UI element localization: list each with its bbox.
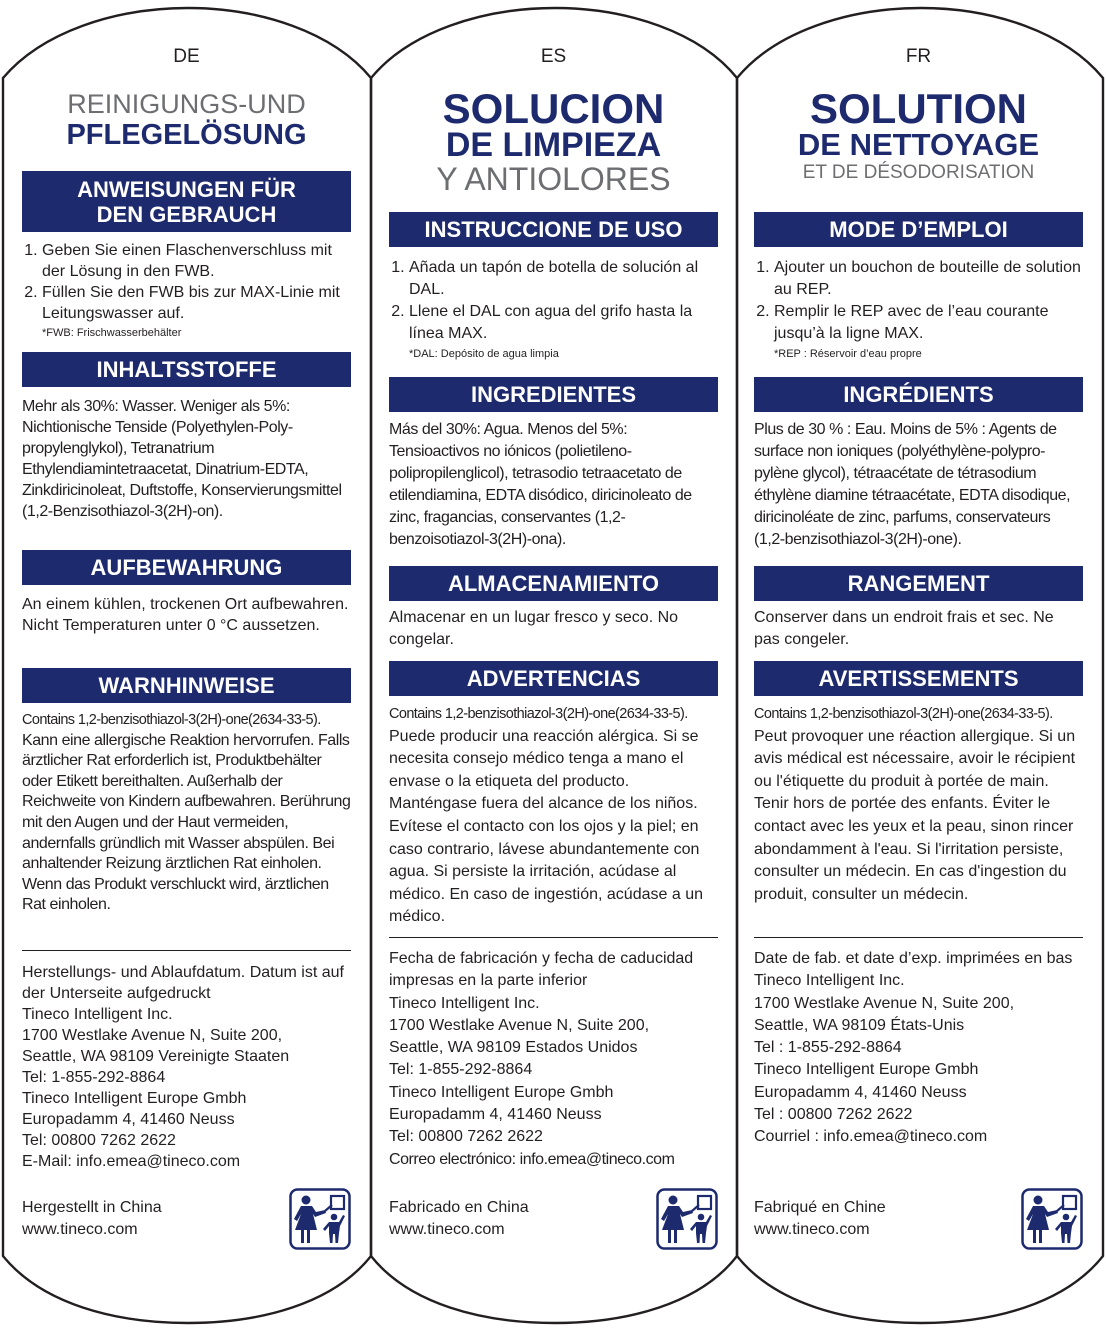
fr-company2: Tineco Intelligent Europe Gmbh: [754, 1061, 979, 1079]
es-contact: [389, 948, 718, 1171]
fr-column: [754, 0, 1083, 1330]
de-note: *FWB: Frischwasserbehälter: [42, 327, 182, 339]
de-step-2: 2. Füllen Sie den FWB bis zur MAX-Linie mit Leitungswasser auf.: [42, 282, 351, 324]
es-storage-text: Almacenar en un lugar fresco y seco. No congelar.: [389, 609, 679, 648]
fr-warnings: [754, 703, 1083, 906]
keep-away-from-children-icon: [656, 1188, 718, 1250]
de-ingredients-text: Mehr als 30%: Wasser. Weniger als 5%: Nichtionische Tenside (Polyethylen-Poly-propylenglykol), Tetranatrium Ethylendiamintetraacetat, Dinatrium-EDTA, Zinkdiricinoleat, Duftstoffe, Konservierungsmittel (1,2-Benzisothiazol-3(2H)-on).: [22, 398, 342, 520]
es-step-2: 2. Llene el DAL con agua del grifo hasta la línea MAX.: [409, 301, 718, 345]
de-contact: [22, 962, 351, 1172]
es-website: www.tineco.com: [389, 1221, 505, 1238]
es-warnings-first: Contains 1,2-benzisothiazol-3(2H)-one(2634-33-5).: [389, 706, 688, 722]
de-made-in: Hergestellt in China: [22, 1199, 162, 1216]
es-note: *DAL: Depósito de agua limpia: [409, 348, 559, 360]
fr-address1-line1: 1700 Westlake Avenue N, Suite 200,: [754, 994, 1015, 1012]
es-storage-heading: ALMACENAMIENTO: [389, 566, 718, 601]
es-instructions-heading: INSTRUCCIONE DE USO: [389, 212, 718, 247]
fr-tel2: Tel : 00800 7262 2622: [754, 1106, 913, 1124]
de-warnings-first: Contains 1,2-benzisothiazol-3(2H)-one(2634-33-5).: [22, 712, 321, 728]
es-address1-line2: Seattle, WA 98109 Estados Unidos: [389, 1039, 638, 1057]
de-address1-line1: 1700 Westlake Avenue N, Suite 200,: [22, 1027, 283, 1044]
es-footer: [389, 1197, 529, 1241]
fr-language-code: FR: [905, 46, 932, 67]
es-tel2: Tel: 00800 7262 2622: [389, 1128, 543, 1146]
es-instructions: [389, 257, 718, 361]
de-language-code: DE: [173, 46, 200, 67]
es-language-code: ES: [540, 46, 567, 67]
de-tel2: Tel: 00800 7262 2622: [22, 1132, 176, 1149]
fr-divider: [754, 937, 1083, 938]
de-tel1: Tel: 1-855-292-8864: [22, 1069, 166, 1086]
es-warnings: [389, 703, 718, 929]
de-company1: Tineco Intelligent Inc.: [22, 1006, 173, 1023]
fr-footer: [754, 1197, 886, 1241]
es-ingredients-text: Más del 30%: Agua. Menos del 5%: Tensioactivos no iónicos (polietileno-polipropilenglicol), tetrasodio tetraacetato de etilendiamina, EDTA disódico, diricinoleato de zinc, fragancias, conservantes (1,2-benzoisotiazol-3(2H)-ona).: [389, 421, 692, 548]
es-steps-list: [389, 257, 718, 345]
de-warnings-heading: WARNHINWEISE: [22, 668, 351, 703]
de-instructions: [22, 240, 351, 340]
fr-website: www.tineco.com: [754, 1221, 870, 1238]
es-address2: Europadamm 4, 41460 Neuss: [389, 1106, 602, 1124]
de-title-line2: PFLEGELÖSUNG: [66, 119, 307, 151]
es-made-in: Fabricado en China: [389, 1199, 529, 1216]
fr-step-1: 1. Ajouter un bouchon de bouteille de solution au REP.: [774, 257, 1083, 301]
es-title-line1: SOLUCION: [442, 85, 665, 132]
fr-company1: Tineco Intelligent Inc.: [754, 972, 905, 990]
fr-address2: Europadamm 4, 41460 Neuss: [754, 1083, 967, 1101]
de-title: [22, 91, 351, 150]
de-title-line1: REINIGUNGS-UND: [67, 89, 306, 119]
de-ingredients-heading: INHALTSSTOFFE: [22, 352, 351, 387]
es-ingredients-heading: INGREDIENTES: [389, 377, 718, 412]
es-date-note: Fecha de fabricación y fecha de caducidad impresas en la parte inferior: [389, 950, 694, 990]
fr-storage-text: Conserver dans un endroit frais et sec. Ne pas congeler.: [754, 609, 1054, 648]
de-storage-text: An einem kühlen, trockenen Ort aufbewahren. Nicht Temperaturen unter 0 °C aussetzen.: [22, 596, 349, 634]
fr-title: [754, 85, 1083, 183]
es-divider: [389, 937, 718, 938]
fr-date-note: Date de fab. et date d’exp. imprimées en bas: [754, 950, 1073, 967]
es-warnings-text: Puede producir una reacción alérgica. Si se necesita consejo médico tenga a mano el envase o la etiqueta del producto. Manténgase fuera del alcance de los niños. Evítese el contacto con los ojos y la piel; en caso contrario, lávese abundantemente con agua. Si persiste la irritación, acúdase al médico. En caso de ingestión, acúdase a un médico.: [389, 727, 703, 926]
es-address1-line1: 1700 Westlake Avenue N, Suite 200,: [389, 1016, 650, 1034]
fr-title-line1: SOLUTION: [810, 85, 1027, 132]
es-warnings-heading: ADVERTENCIAS: [389, 661, 718, 696]
de-company2: Tineco Intelligent Europe Gmbh: [22, 1090, 247, 1107]
fr-ingredients-text: Plus de 30 % : Eau. Moins de 5% : Agents de surface non ioniques (polyéthylène-polypro-pylène glycol), tétraacétate de tétrasodium éthylène diamine tétraacétate, EDTA disodique, diricinoléate de zinc, parfums, conservateurs (1,2-benzisothiazol-3(2H)-one).: [754, 421, 1071, 548]
de-step-1: 1. Geben Sie einen Flaschenverschluss mit der Lösung in den FWB.: [42, 240, 351, 282]
es-tel1: Tel: 1-855-292-8864: [389, 1061, 533, 1079]
de-warnings: [22, 710, 351, 916]
de-column: [22, 0, 351, 1330]
fr-instructions-heading: MODE D’EMPLOI: [754, 212, 1083, 247]
fr-warnings-text: Peut provoquer une réaction allergique. Si un avis médical est nécessaire, avoir le récipient ou l'étiquette du produit à portée de main. Tenir hors de portée des enfants. Éviter le contact avec les yeux et la peau, sinon rincer abondamment à l'eau. Si l'irritation persiste, consulter un médecin. En cas d'ingestion du produit, consulter un médecin.: [754, 727, 1076, 903]
fr-tel1: Tel : 1-855-292-8864: [754, 1039, 902, 1057]
fr-steps-list: [754, 257, 1083, 345]
fr-contact: [754, 948, 1083, 1149]
fr-address1-line2: Seattle, WA 98109 États-Unis: [754, 1016, 965, 1034]
de-divider: [22, 950, 351, 951]
de-instructions-heading: [22, 171, 351, 232]
fr-ingredients-heading: INGRÉDIENTS: [754, 377, 1083, 412]
es-step-1: 1. Añada un tapón de botella de solución al DAL.: [409, 257, 718, 301]
es-email: Correo electrónico: info.emea@tineco.com: [389, 1150, 675, 1168]
fr-title-line2: DE NETTOYAGE: [797, 127, 1040, 162]
es-title-line2: DE LIMPIEZA: [445, 126, 662, 164]
fr-title-line3: ET DE DÉSODORISATION: [802, 162, 1035, 183]
de-date-note: Herstellungs- und Ablaufdatum. Datum ist auf der Unterseite aufgedruckt: [22, 964, 344, 1002]
fr-email: Courriel : info.emea@tineco.com: [754, 1128, 988, 1146]
de-website: www.tineco.com: [22, 1221, 138, 1238]
es-column: [389, 0, 718, 1330]
fr-instructions: [754, 257, 1083, 361]
de-address1-line2: Seattle, WA 98109 Vereinigte Staaten: [22, 1048, 290, 1065]
de-footer: [22, 1197, 162, 1241]
keep-away-from-children-icon: [1021, 1188, 1083, 1250]
fr-made-in: Fabriqué en Chine: [754, 1199, 886, 1216]
de-warnings-text: Kann eine allergische Reaktion hervorrufen. Falls ärztlicher Rat erforderlich ist, Produktbehälter oder Etikett bereithalten. Außerhalb der Reichweite von Kindern aufbewahren. Berührung mit den Augen und der Haut vermeiden, andernfalls gründlich mit Wasser abspülen. Bei anhaltender Reizung ärztlichen Rat einholen. Wenn das Produkt verschluckt wird, ärztlichen Rat einholen.: [22, 731, 351, 914]
es-title: [389, 85, 718, 197]
de-storage-heading: AUFBEWAHRUNG: [22, 550, 351, 585]
de-steps-list: [22, 240, 351, 324]
fr-step-2: 2. Remplir le REP avec de l’eau courante jusqu’à la ligne MAX.: [774, 301, 1083, 345]
fr-note: *REP : Réservoir d’eau propre: [774, 348, 922, 360]
fr-storage-heading: RANGEMENT: [754, 566, 1083, 601]
de-email: E-Mail: info.emea@tineco.com: [22, 1153, 241, 1170]
keep-away-from-children-icon: [289, 1188, 351, 1250]
es-company1: Tineco Intelligent Inc.: [389, 994, 540, 1012]
es-company2: Tineco Intelligent Europe Gmbh: [389, 1083, 614, 1101]
de-instructions-heading-line2: DEN GEBRAUCH: [96, 201, 277, 227]
fr-warnings-first: Contains 1,2-benzisothiazol-3(2H)-one(2634-33-5).: [754, 706, 1053, 722]
es-title-line3: Y ANTIOLORES: [436, 161, 671, 197]
fr-warnings-heading: AVERTISSEMENTS: [754, 661, 1083, 696]
de-address2: Europadamm 4, 41460 Neuss: [22, 1111, 235, 1128]
de-instructions-heading-line1: ANWEISUNGEN FÜR: [77, 176, 296, 202]
